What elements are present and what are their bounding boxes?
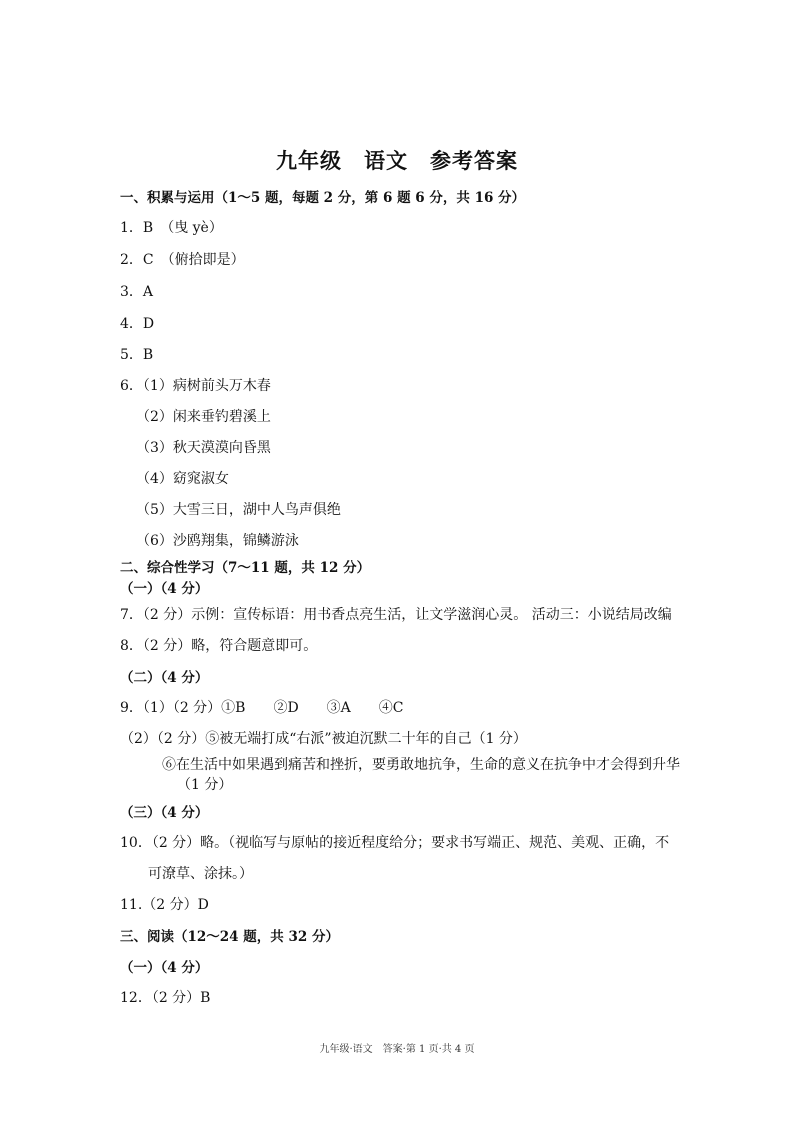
page-title: 九年级 语文 参考答案 bbox=[276, 148, 518, 173]
subsection-heading: （一）（4 分） bbox=[120, 960, 209, 976]
answer-line: 2．C （俯拾即是） bbox=[120, 252, 245, 268]
section-heading-2: 二、综合性学习（7～11 题，共 12 分） bbox=[120, 560, 371, 576]
answer-line: ⑥在生活中如果遇到痛苦和挫折，要勇敢地抗争，生命的意义在抗争中才会得到升华 bbox=[162, 757, 680, 773]
answer-line: （6）沙鸥翔集，锦鳞游泳 bbox=[136, 533, 299, 549]
answer-line: （2）闲来垂钓碧溪上 bbox=[136, 409, 271, 425]
answer-line: 1．B （曳 yè） bbox=[120, 220, 223, 236]
section-heading-1: 一、积累与运用（1～5 题，每题 2 分，第 6 题 6 分，共 16 分） bbox=[120, 190, 526, 206]
answer-line: 6．（1）病树前头万木春 bbox=[120, 378, 271, 394]
answer-line: 5．B bbox=[120, 347, 154, 363]
answer-line: （1 分） bbox=[177, 777, 233, 793]
answer-line: 8．（2 分）略，符合题意即可。 bbox=[120, 638, 318, 654]
answer-line: 可潦草、涂抹。） bbox=[148, 866, 253, 882]
answer-line: （4）窈窕淑女 bbox=[136, 471, 229, 487]
answer-line: 11.（2 分）D bbox=[120, 897, 209, 913]
answer-line: 10．（2 分）略。（视临写与原帖的接近程度给分；要求书写端正、规范、美观、正确，不 bbox=[120, 835, 670, 851]
answer-line: 9．（1）（2 分）①B ②D ③A ④C bbox=[120, 700, 404, 716]
answer-line: （2）（2 分）⑤被无端打成“右派”被迫沉默二十年的自己（1 分） bbox=[120, 731, 527, 747]
subsection-heading: （三）（4 分） bbox=[120, 805, 209, 821]
answer-line: 12．（2 分）B bbox=[120, 990, 211, 1006]
section-heading-3: 三、阅读（12～24 题，共 32 分） bbox=[120, 929, 339, 945]
answer-line: 3．A bbox=[120, 284, 154, 300]
answer-line: 4．D bbox=[120, 316, 155, 332]
subsection-heading: （二）（4 分） bbox=[120, 670, 209, 686]
answer-line: （3）秋天漠漠向昏黑 bbox=[136, 440, 271, 456]
answer-line: 7．（2 分）示例：宣传标语：用书香点亮生活，让文学滋润心灵。 活动三：小说结局改编 bbox=[120, 607, 672, 623]
answer-line: （5）大雪三日，湖中人鸟声俱绝 bbox=[136, 502, 341, 518]
subsection-heading: （一）（4 分） bbox=[120, 581, 209, 597]
page-footer: 九年级·语文 答案·第 1 页·共 4 页 bbox=[319, 1044, 475, 1055]
